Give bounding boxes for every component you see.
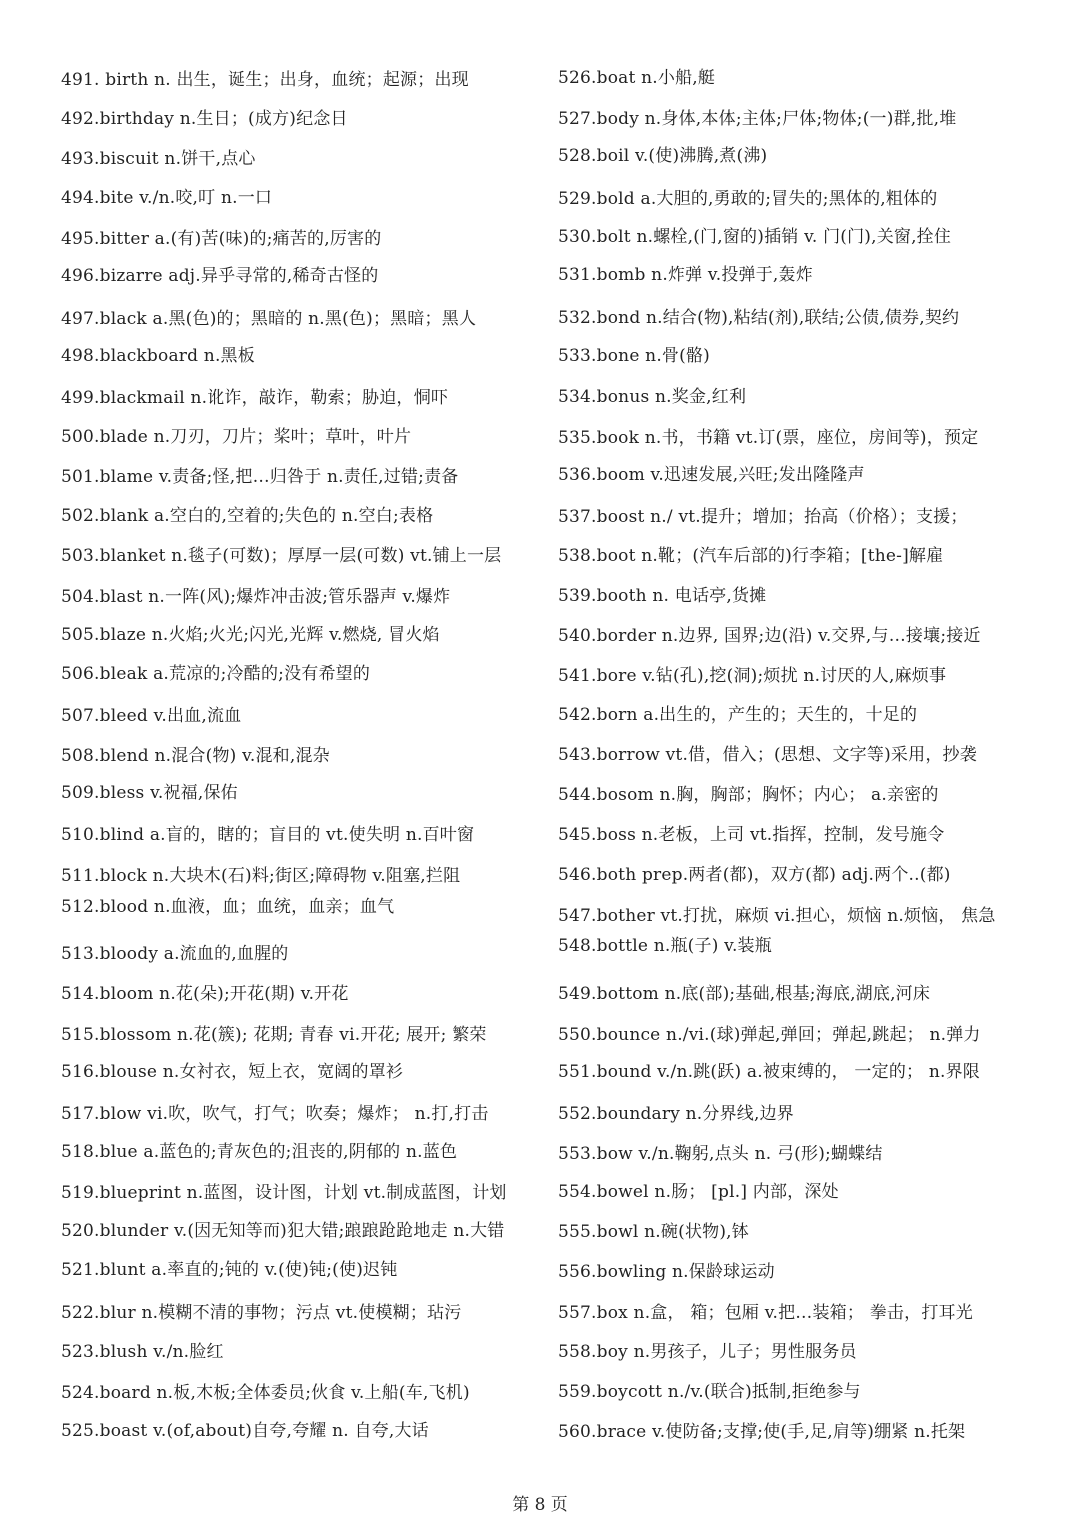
vocab-entry: 558.boy n.男孩子，儿子；男性服务员 (558, 1342, 857, 1362)
vocab-entry: 504.blast n.一阵(风);爆炸冲击波;管乐器声 v.爆炸 (61, 587, 451, 607)
vocab-entry: 542.born a.出生的，产生的；天生的，十足的 (558, 705, 918, 725)
vocab-entry: 540.border n.边界, 国界;边(沿) v.交界,与…接壤;接近 (558, 626, 981, 646)
vocab-entry: 538.boot n.靴；(汽车后部的)行李箱；[the-]解雇 (558, 546, 944, 566)
vocab-entry: 510.blind a.盲的，瞎的；盲目的 vt.使失明 n.百叶窗 (61, 825, 475, 845)
vocab-entry: 547.bother vt.打扰，麻烦 vi.担心，烦恼 n.烦恼， 焦急 (558, 906, 996, 926)
vocab-entry: 501.blame v.责备;怪,把…归咎于 n.责任,过错;责备 (61, 467, 459, 487)
vocab-entry: 519.blueprint n.蓝图，设计图，计划 vt.制成蓝图，计划 (61, 1183, 507, 1203)
vocab-entry: 556.bowling n.保龄球运动 (558, 1262, 775, 1282)
vocab-entry: 524.board n.板,木板;全体委员;伙食 v.上船(车,飞机) (61, 1383, 470, 1403)
vocab-entry: 536.boom v.迅速发展,兴旺;发出隆隆声 (558, 465, 865, 485)
vocab-entry: 496.bizarre adj.异乎寻常的,稀奇古怪的 (61, 266, 379, 286)
vocab-entry: 528.boil v.(使)沸腾,煮(沸) (558, 146, 768, 166)
vocab-entry: 517.blow vi.吹，吹气，打气；吹奏；爆炸； n.打,打击 (61, 1104, 489, 1124)
vocab-entry: 539.booth n. 电话亭,货摊 (558, 586, 767, 606)
vocab-entry: 515.blossom n.花(簇); 花期; 青春 vi.开花; 展开; 繁荣 (61, 1025, 487, 1045)
vocab-entry: 545.boss n.老板，上司 vt.指挥，控制，发号施令 (558, 825, 945, 845)
vocab-entry: 537.boost n./ vt.提升；增加；抬高（价格）；支援； (558, 507, 968, 527)
vocab-entry: 507.bleed v.出血,流血 (61, 706, 242, 726)
vocab-entry: 525.boast v.(of,about)自夸,夸耀 n. 自夸,大话 (61, 1421, 429, 1441)
vocab-entry: 495.bitter a.(有)苦(味)的;痛苦的,厉害的 (61, 229, 382, 249)
vocab-entry: 518.blue a.蓝色的;青灰色的;沮丧的,阴郁的 n.蓝色 (61, 1142, 458, 1162)
page-number: 第 8 页 (512, 1495, 568, 1515)
vocab-entry: 526.boat n.小船,艇 (558, 68, 716, 88)
vocab-entry: 552.boundary n.分界线,边界 (558, 1104, 794, 1124)
vocab-entry: 491. birth n. 出生，诞生；出身，血统；起源；出现 (61, 70, 469, 90)
vocab-entry: 550.bounce n./vi.(球)弹起,弹回；弹起,跳起； n.弹力 (558, 1025, 981, 1045)
vocab-entry: 555.bowl n.碗(状物),钵 (558, 1222, 749, 1242)
vocab-entry: 548.bottle n.瓶(子) v.装瓶 (558, 936, 772, 956)
vocab-entry: 529.bold a.大胆的,勇敢的;冒失的;黑体的,粗体的 (558, 189, 938, 209)
vocab-entry: 530.bolt n.螺栓,(门,窗的)插销 v. 门(门),关窗,拴住 (558, 227, 952, 247)
vocab-entry: 523.blush v./n.脸红 (61, 1342, 224, 1362)
vocab-entry: 520.blunder v.(因无知等而)犯大错;踉踉跄跄地走 n.大错 (61, 1221, 505, 1241)
vocab-entry: 493.biscuit n.饼干,点心 (61, 149, 256, 169)
vocab-entry: 544.bosom n.胸，胸部；胸怀；内心； a.亲密的 (558, 785, 939, 805)
vocab-entry: 534.bonus n.奖金,红利 (558, 387, 747, 407)
vocab-entry: 513.bloody a.流血的,血腥的 (61, 944, 289, 964)
vocab-entry: 554.bowel n.肠； [pl.] 内部，深处 (558, 1182, 839, 1202)
vocab-entry: 509.bless v.祝福,保佑 (61, 783, 238, 803)
vocab-entry: 559.boycott n./v.(联合)抵制,拒绝参与 (558, 1382, 861, 1402)
vocab-entry: 551.bound v./n.跳(跃) a.被束缚的， 一定的； n.界限 (558, 1062, 980, 1082)
vocab-entry: 546.both prep.两者(都)，双方(都) adj.两个..(都) (558, 865, 951, 885)
vocab-entry: 512.blood n.血液，血；血统，血亲；血气 (61, 897, 395, 917)
vocab-entry: 500.blade n.刀刃，刀片；桨叶；草叶，叶片 (61, 427, 412, 447)
vocab-entry: 535.book n.书，书籍 vt.订(票，座位，房间等)，预定 (558, 428, 979, 448)
vocab-entry: 505.blaze n.火焰;火光;闪光,光辉 v.燃烧, 冒火焰 (61, 625, 440, 645)
vocab-entry: 541.bore v.钻(孔),挖(洞);烦扰 n.讨厌的人,麻烦事 (558, 666, 947, 686)
vocab-entry: 521.blunt a.率直的;钝的 v.(使)钝;(使)迟钝 (61, 1260, 398, 1280)
vocab-entry: 498.blackboard n.黑板 (61, 346, 255, 366)
vocab-entry: 560.brace v.使防备;支撑;使(手,足,肩等)绷紧 n.托架 (558, 1422, 966, 1442)
vocab-entry: 503.blanket n.毯子(可数)；厚厚一层(可数) vt.铺上一层 (61, 546, 502, 566)
vocab-entry: 497.black a.黑(色)的；黑暗的 n.黑(色)；黑暗；黑人 (61, 309, 477, 329)
vocab-entry: 532.bond n.结合(物),粘结(剂),联结;公债,债券,契约 (558, 308, 960, 328)
vocab-entry: 549.bottom n.底(部);基础,根基;海底,湖底,河床 (558, 984, 931, 1004)
vocab-entry: 516.blouse n.女衬衣，短上衣，宽阔的罩衫 (61, 1062, 404, 1082)
vocab-entry: 499.blackmail n.讹诈，敲诈，勒索；胁迫，恫吓 (61, 388, 449, 408)
vocab-entry: 514.bloom n.花(朵);开花(期) v.开花 (61, 984, 349, 1004)
vocab-entry: 506.bleak a.荒凉的;冷酷的;没有希望的 (61, 664, 371, 684)
vocab-entry: 557.box n.盒， 箱；包厢 v.把…装箱； 拳击，打耳光 (558, 1303, 973, 1323)
vocab-entry: 508.blend n.混合(物) v.混和,混杂 (61, 746, 330, 766)
vocab-entry: 527.body n.身体,本体;主体;尸体;物体;(一)群,批,堆 (558, 109, 957, 129)
vocab-entry: 543.borrow vt.借，借入；(思想、文字等)采用，抄袭 (558, 745, 977, 765)
vocab-entry: 511.block n.大块木(石)料;街区;障碍物 v.阻塞,拦阻 (61, 866, 461, 886)
vocab-entry: 494.bite v./n.咬,叮 n.一口 (61, 188, 273, 208)
vocab-entry: 492.birthday n.生日；(成方)纪念日 (61, 109, 348, 129)
vocab-entry: 553.bow v./n.鞠躬,点头 n. 弓(形);蝴蝶结 (558, 1144, 883, 1164)
vocab-entry: 522.blur n.模糊不清的事物；污点 vt.使模糊；玷污 (61, 1303, 462, 1323)
vocab-entry: 502.blank a.空白的,空着的;失色的 n.空白;表格 (61, 506, 434, 526)
vocab-entry: 533.bone n.骨(骼) (558, 346, 710, 366)
vocab-entry: 531.bomb n.炸弹 v.投弹于,轰炸 (558, 265, 813, 285)
